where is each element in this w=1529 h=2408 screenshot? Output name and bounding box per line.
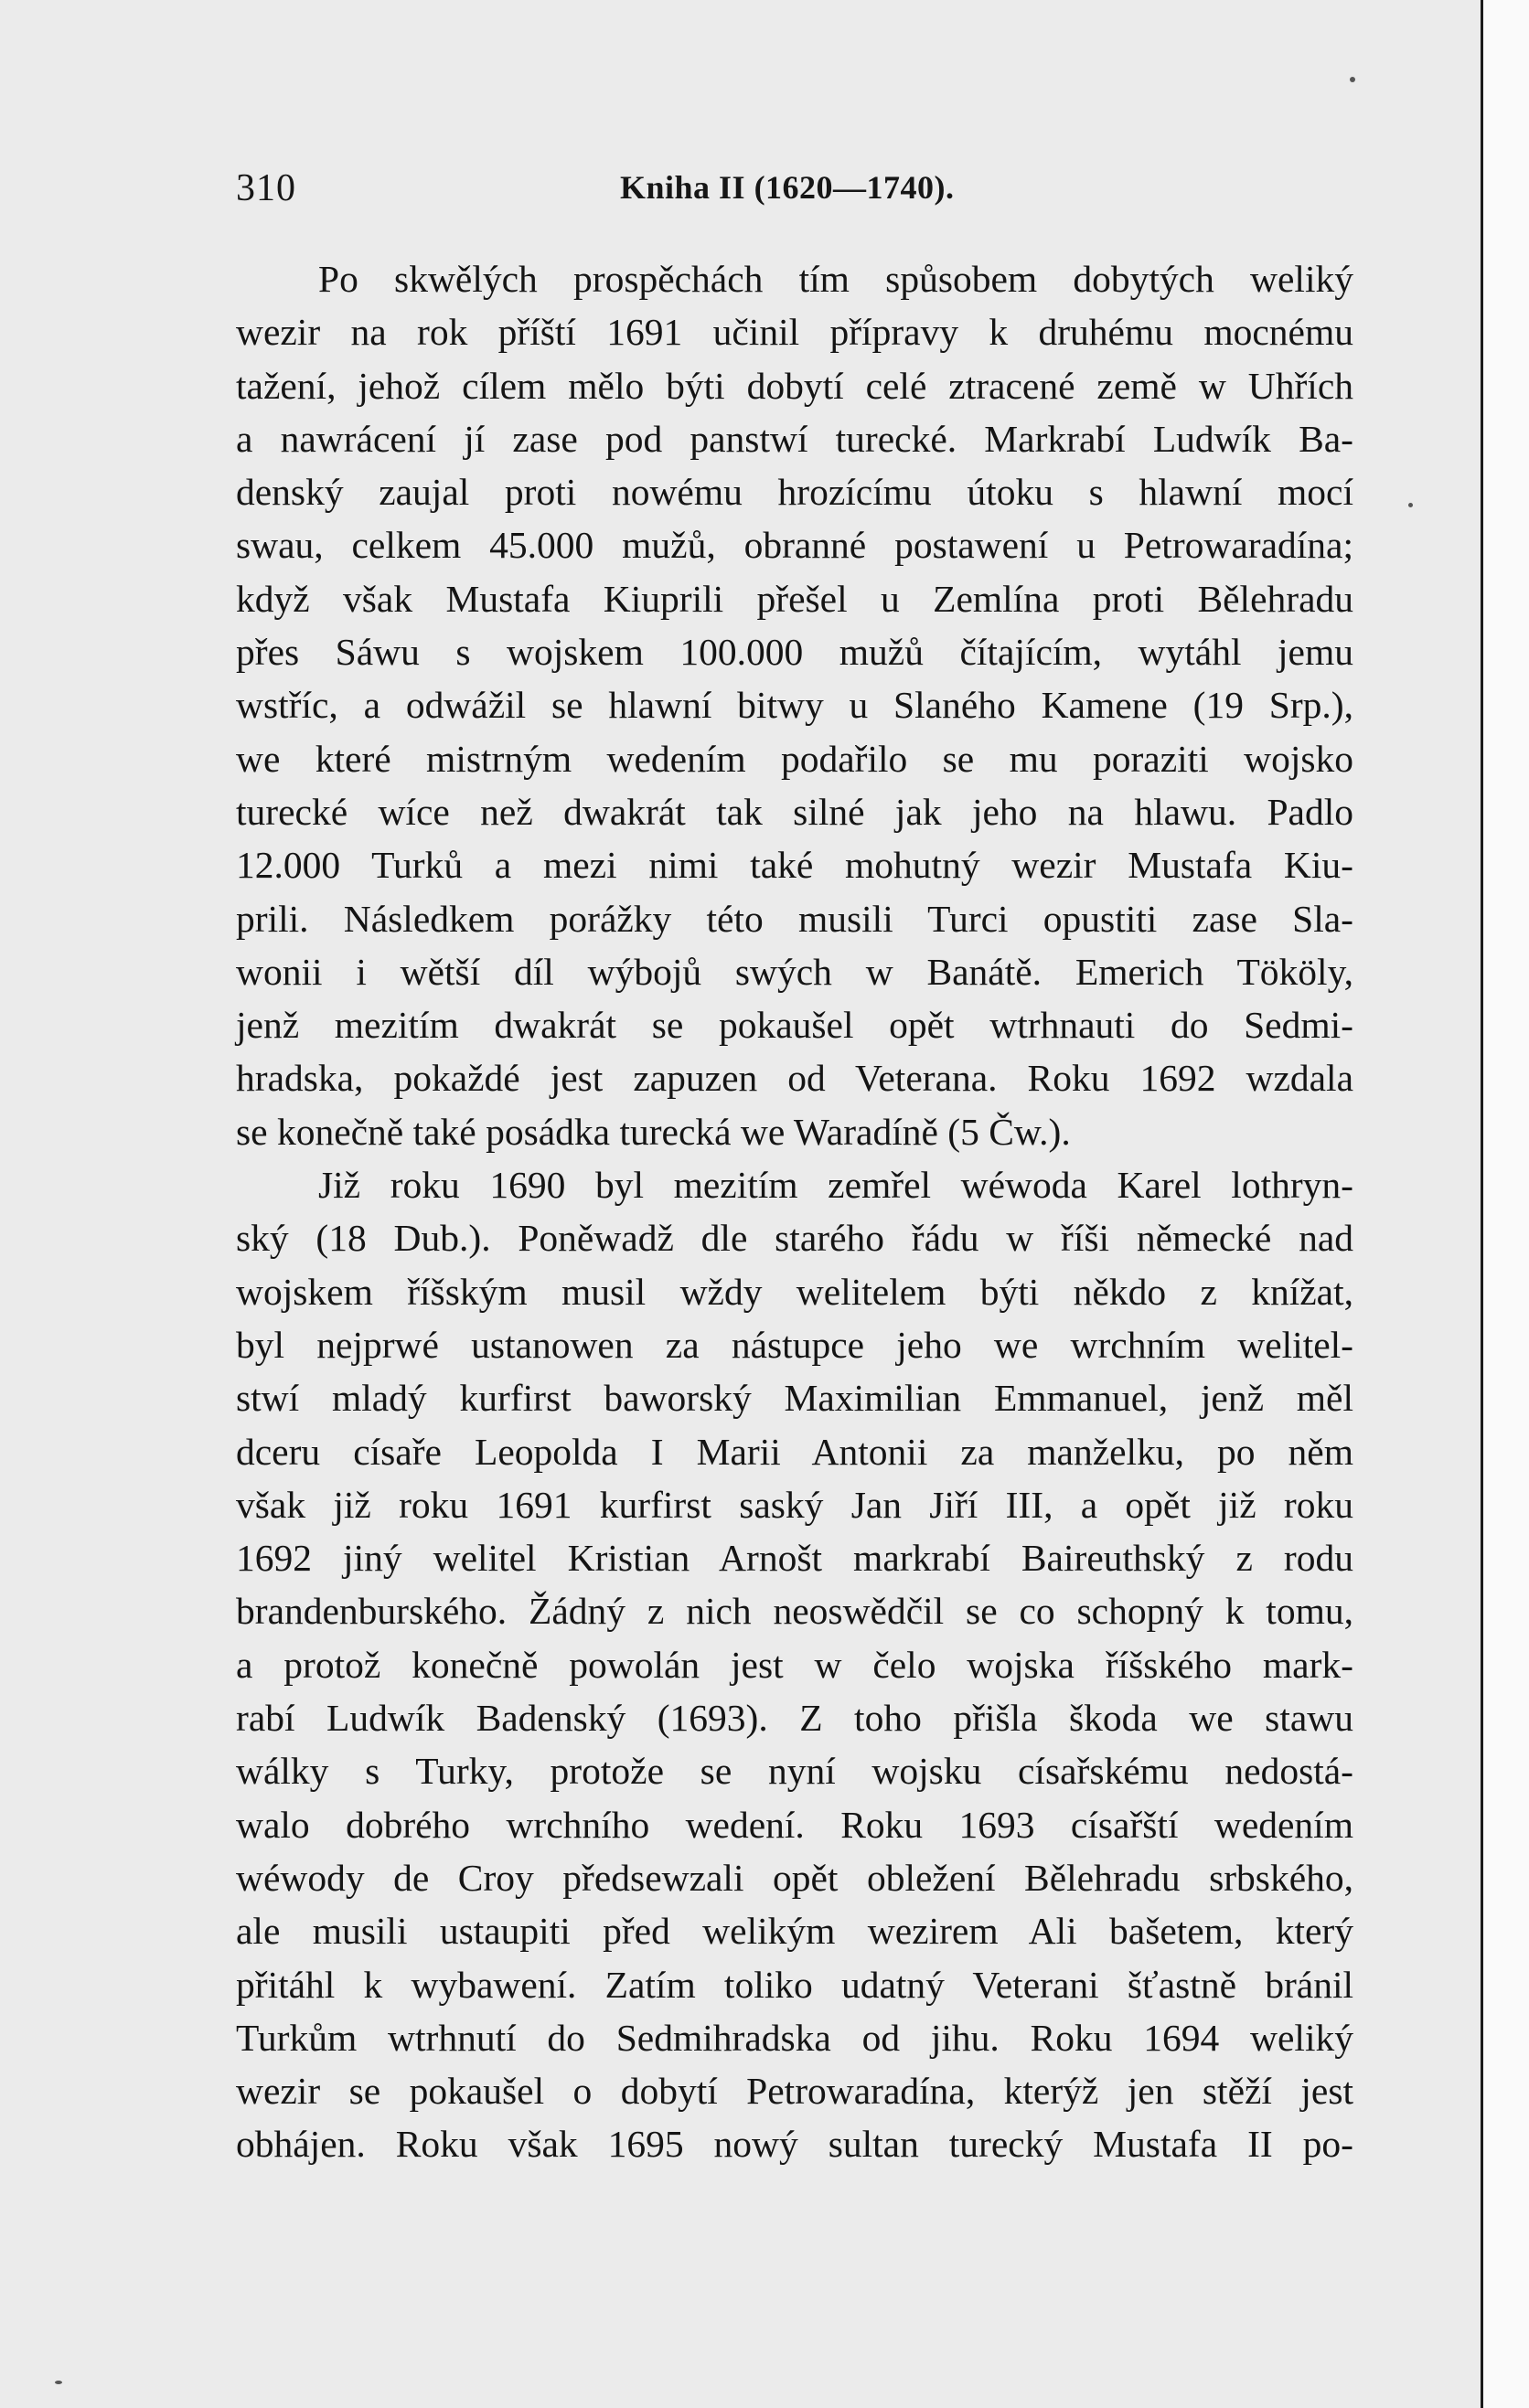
text-line: wezir na rok příští 1691 učinil přípravy k druhému mocnému: [236, 311, 1353, 354]
text-line: rabí Ludwík Badenský (1693). Z toho přišla škoda we stawu: [236, 1697, 1353, 1740]
text-line: dceru císaře Leopolda I Marii Antonii za manželku, po něm: [236, 1430, 1353, 1473]
text-line: wonii i wětší díl wýbojů swých w Banátě. Emerich Tököly,: [236, 950, 1353, 993]
text-line: brandenburského. Žádný z nich neoswědčil se co schopný k tomu,: [236, 1590, 1353, 1633]
text-line: jenž mezitím dwakrát se pokaušel opět wtrhnauti do Sedmi-: [236, 1004, 1353, 1047]
text-line: wéwody de Croy předsewzali opět obležení Bělehradu srbského,: [236, 1856, 1353, 1899]
text-line: tažení, jehož cílem mělo býti dobytí celé ztracené země w Uhřích: [236, 364, 1353, 407]
page-number: 310: [236, 167, 296, 209]
text-line: 1692 jiný welitel Kristian Arnošt markrabí Baireuthský z rodu: [236, 1537, 1353, 1580]
text-line: walo dobrého wrchního wedení. Roku 1693 císařští wedením: [236, 1803, 1353, 1846]
text-line: ský (18 Dub.). Poněwadž dle starého řádu w říši německé nad: [236, 1217, 1353, 1260]
page-header: [236, 166, 1353, 221]
text-line: přes Sáwu s wojskem 100.000 mužů čítajícím, wytáhl jemu: [236, 631, 1353, 674]
scan-speck: [55, 2381, 62, 2384]
text-line: ale musili ustaupiti před welikým wezirem Ali bašetem, který: [236, 1910, 1353, 1953]
text-line: byl nejprwé ustanowen za nástupce jeho we wrchním welitel-: [236, 1323, 1353, 1366]
scan-margin: [1483, 0, 1529, 2408]
paragraph-2: [236, 1158, 1353, 2171]
text-line: stwí mladý kurfirst baworský Maximilian Emmanuel, jenž měl: [236, 1377, 1353, 1420]
text-line: a protož konečně powolán jest w čelo wojska říšského mark-: [236, 1643, 1353, 1686]
text-line: prili. Následkem porážky této musili Turci opustiti zase Sla-: [236, 897, 1353, 940]
text-line: se konečně také posádka turecká we Waradíně (5 Čw.).: [236, 1110, 1071, 1153]
text-line: we které mistrným wedením podařilo se mu poraziti wojsko: [236, 737, 1353, 780]
running-title: Kniha II (1620—1740).: [620, 169, 955, 206]
text-line: 12.000 Turků a mezi nimi také mohutný wezir Mustafa Kiu-: [236, 844, 1353, 887]
text-line: wojskem říšským musil wždy welitelem býti někdo z knížat,: [236, 1270, 1353, 1313]
text-line: Již roku 1690 byl mezitím zemřel wéwoda Karel lothryn-: [318, 1164, 1353, 1207]
text-line: swau, celkem 45.000 mužů, obranné postawení u Petrowaradína;: [236, 524, 1353, 567]
text-line: přitáhl k wybawení. Zatím toliko udatný Veterani šťastně bránil: [236, 1963, 1353, 2006]
text-line: však již roku 1691 kurfirst saský Jan Jiří III, a opět již roku: [236, 1483, 1353, 1526]
text-line: Turkům wtrhnutí do Sedmihradska od jihu. Roku 1694 weliký: [236, 2016, 1353, 2059]
text-line: denský zaujal proti nowému hrozícímu útoku s hlawní mocí: [236, 471, 1353, 514]
paragraph-1: [236, 252, 1353, 1158]
scan-speck: [1408, 503, 1413, 507]
text-line: hradska, pokaždé jest zapuzen od Veterana. Roku 1692 wzdala: [236, 1057, 1353, 1100]
text-line: turecké wíce než dwakrát tak silné jak jeho na hlawu. Padlo: [236, 790, 1353, 833]
text-line: wstříc, a odwážil se hlawní bitwy u Slaného Kamene (19 Srp.),: [236, 684, 1353, 727]
body-text: [236, 252, 1353, 2171]
text-line: obhájen. Roku však 1695 nowý sultan turecký Mustafa II po-: [236, 2123, 1353, 2166]
text-line: a nawrácení jí zase pod panstwí turecké. Markrabí Ludwík Ba-: [236, 417, 1353, 460]
text-line: wálky s Turky, protože se nyní wojsku císařskému nedostá-: [236, 1750, 1353, 1793]
scan-speck: [1350, 77, 1355, 82]
text-line: Po skwělých prospěchách tím spůsobem dobytých weliký: [318, 258, 1353, 300]
text-line: wezir se pokaušel o dobytí Petrowaradína, kterýž jen stěží jest: [236, 2070, 1353, 2113]
text-line: když však Mustafa Kiuprili přešel u Zemlína proti Bělehradu: [236, 577, 1353, 620]
